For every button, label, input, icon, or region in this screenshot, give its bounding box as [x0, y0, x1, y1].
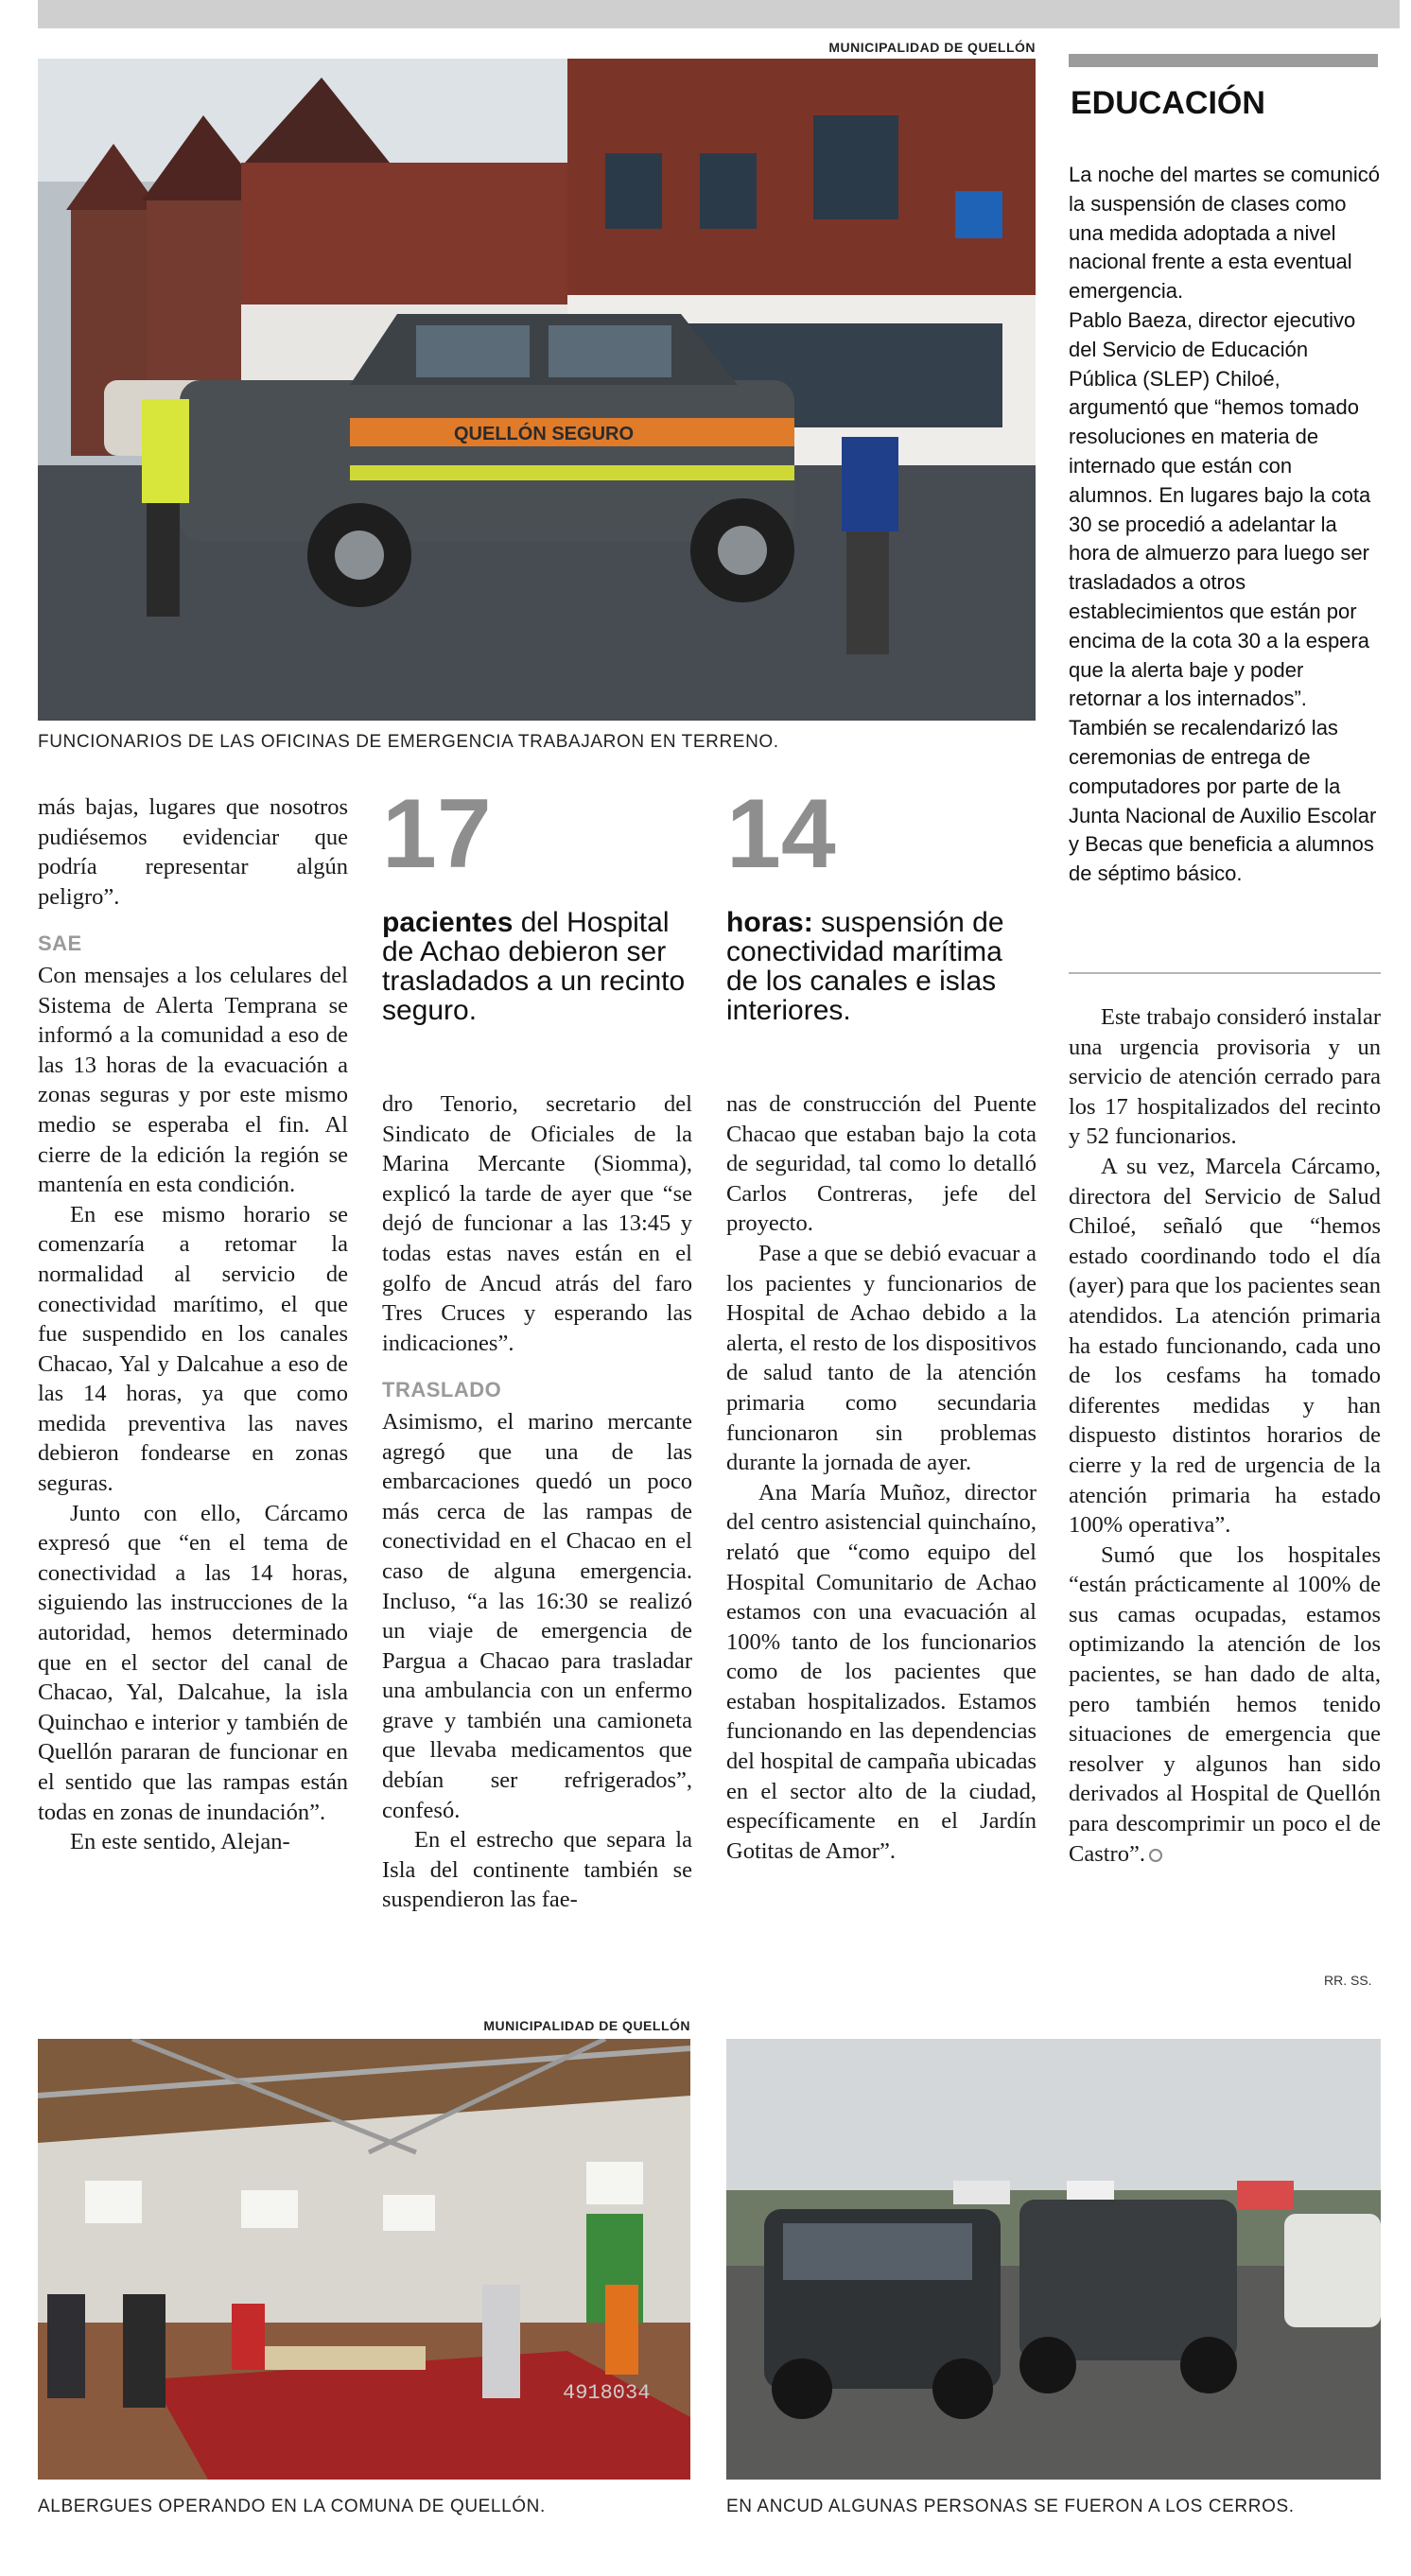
article-paragraph: Pase a que se debió evacuar a los pacientes y funcionarios de Hospital de Achao debido a la alerta, el resto de los dispositivos de salud tanto de la atención primaria como secundaria funcionaron sin problemas durante la jornada de ayer. — [726, 1240, 1036, 1476]
highlight-text-17 — [382, 908, 694, 1025]
sidebar-paragraph: La noche del martes se comunicó la suspensión de clases como una medida adoptada a nivel nacional frente a esta eventual emergencia. — [1069, 163, 1380, 304]
article-paragraph: A su vez, Marcela Cárcamo, directora del Servicio de Salud Chiloé, señaló que “hemos estado coordinando todo el día (ayer) para que los pacientes sean atendidos. La atención primaria ha estado funcionando, cada uno de los cesfams ha tomado diferentes medidas y han dispuesto distintos horarios de cierre y la red de urgencia de la atención primaria ha estado 100% operativa”. — [1069, 1153, 1381, 1539]
highlight-number-14: 14 — [726, 779, 836, 889]
photo-credit-top: MUNICIPALIDAD DE QUELLÓN — [828, 40, 1036, 55]
sidebar-education — [1069, 161, 1381, 889]
article-paragraph: Asimismo, el marino mercante agregó que una de las embarcaciones quedó un poco más cerca de las rampas de conectividad en el Chacao en el caso de alguna emergencia. Incluso, “a las 16:30 se realizó un viaje de emergencia de Pargua a Chacao para trasladar una ambulancia con un enfermo grave y también una camioneta que llevaba medicamentos que debían ser refrigerados”, confesó. — [382, 1408, 692, 1823]
article-column-4 — [1069, 1002, 1381, 1869]
article-paragraph: Junto con ello, Cárcamo expresó que “en el tema de conectividad a las 14 horas, siguiendo las instrucciones de la autoridad, hemos determinado que en el sector del canal de Chacao, Yal, Dalcahue, la isla Quinchao e interior y también de Quellón pararan de funcionar en el sentido que las rampas están todas en zonas de inundación”. — [38, 1500, 348, 1825]
article-paragraph: Con mensajes a los celulares del Sistema de Alerta Temprana se informó a la comunidad a eso de las 13 horas de la evacuación a zonas seguras y por este mismo medio se esperaba el fin. Al cierre de la edición la región se mantenía en esta condición. — [38, 962, 348, 1198]
photo-shelter — [38, 2039, 690, 2480]
highlight-body: del Hospital de Achao debieron ser trasladados a un recinto seguro. — [382, 907, 686, 1026]
end-of-article-icon — [1149, 1849, 1162, 1862]
sidebar-top-rule — [1069, 54, 1378, 67]
highlight-number-17: 17 — [382, 779, 492, 889]
photo-ancud-hills — [726, 2039, 1381, 2480]
sidebar-title: EDUCACIÓN — [1071, 85, 1265, 121]
sidebar-bottom-rule — [1069, 972, 1381, 974]
article-paragraph: dro Tenorio, secretario del Sindicato de Oficiales de la Marina Mercante (Siomma), explicó la tarde de ayer que “se dejó de funcionar a las 13:45 y todas estas naves están en el golfo de Ancud atrás del faro Tres Cruces y esperando las indicaciones”. — [382, 1091, 692, 1356]
article-paragraph: En este sentido, Alejan- — [70, 1829, 290, 1855]
article-paragraph — [1069, 1540, 1381, 1870]
article-paragraph: En el estrecho que separa la Isla del continente también se suspendieron las fae- — [382, 1827, 692, 1913]
subhead-sae: SAE — [38, 931, 82, 956]
article-column-1 — [38, 792, 348, 1857]
photo-emergency-truck — [38, 59, 1036, 721]
sidebar-paragraph: Pablo Baeza, director ejecutivo del Servicio de Educación Pública (SLEP) Chiloé, argumentó que “hemos tomado resoluciones en materia de internado que están con alumnos. En lugares bajo la cota 30 se procedió a adelantar la hora de almuerzo para luego ser trasladados a otros establecimientos que están por encima de la cota 30 a la espera que la alerta baje y poder retornar a los internados”. — [1069, 307, 1371, 711]
photo-id-text: 4918034 — [563, 2381, 651, 2405]
subhead-traslado: TRASLADO — [382, 1378, 502, 1402]
article-paragraph: Este trabajo consideró instalar una urgencia provisoria y un servicio de atención cerrado para los 17 hospitalizados del recinto y 52 funcionarios. — [1069, 1004, 1381, 1150]
article-column-3 — [726, 1089, 1036, 1866]
truck-door-text: QUELLÓN SEGURO — [454, 424, 635, 444]
article-paragraph-text: Sumó que los hospitales “están prácticamente al 100% de sus camas ocupadas, estamos optimizando la atención de los pacientes, se han dado de alta, pero también hemos tenido situaciones de emergencia que resolver y algunos han sido derivados al Hospital de Quellón para descomprimir un poco el de Castro”. — [1069, 1541, 1381, 1867]
photo-credit-bottom: MUNICIPALIDAD DE QUELLÓN — [483, 2018, 690, 2033]
caption-bottom-right: EN ANCUD ALGUNAS PERSONAS SE FUERON A LOS CERROS. — [726, 2497, 1295, 2516]
article-column-2 — [382, 1089, 692, 1915]
sidebar-paragraph: También se recalendarizó las ceremonias de entrega de computadores por parte de la Junta Nacional de Auxilio Escolar y Becas que beneficia a alumnos de séptimo básico. — [1069, 716, 1377, 886]
article-paragraph: En ese mismo horario se comenzaría a retomar la normalidad al servicio de conectividad marítimo, el que fue suspendido en los canales Chacao, Yal y Dalcahue a eso de las 14 horas, ya que como medida preventiva las naves debieron fondearse en zonas seguras. — [38, 1201, 348, 1497]
top-bar — [38, 0, 1400, 28]
caption-bottom-left: ALBERGUES OPERANDO EN LA COMUNA DE QUELLÓN. — [38, 2497, 546, 2516]
highlight-bold: pacientes — [382, 907, 514, 938]
article-paragraph: nas de construcción del Puente Chacao que estaban bajo la cota de seguridad, tal como lo detalló Carlos Contreras, jefe del proyecto. — [726, 1091, 1036, 1237]
caption-top-photo: FUNCIONARIOS DE LAS OFICINAS DE EMERGENCIA TRABAJARON EN TERRENO. — [38, 732, 779, 752]
highlight-bold: horas: — [726, 907, 813, 938]
byline: RR. SS. — [1324, 1973, 1372, 1988]
highlight-text-14 — [726, 908, 1038, 1025]
highlight-body: suspensión de conectividad marítima de los canales e islas interiores. — [726, 907, 1004, 1026]
article-paragraph: más bajas, lugares que nosotros pudiésemos evidenciar que podría representar algún peligro”. — [38, 794, 348, 910]
article-paragraph: Ana María Muñoz, director del centro asistencial quinchaíno, relató que “como equipo del Hospital Comunitario de Achao estamos con una evacuación al 100% tanto de los funcionarios como de los pacientes que estaban hospitalizados. Estamos funcionando en las dependencias del hospital de campaña ubicadas en el sector alto de la ciudad, específicamente en el Jardín Gotitas de Amor”. — [726, 1479, 1036, 1864]
